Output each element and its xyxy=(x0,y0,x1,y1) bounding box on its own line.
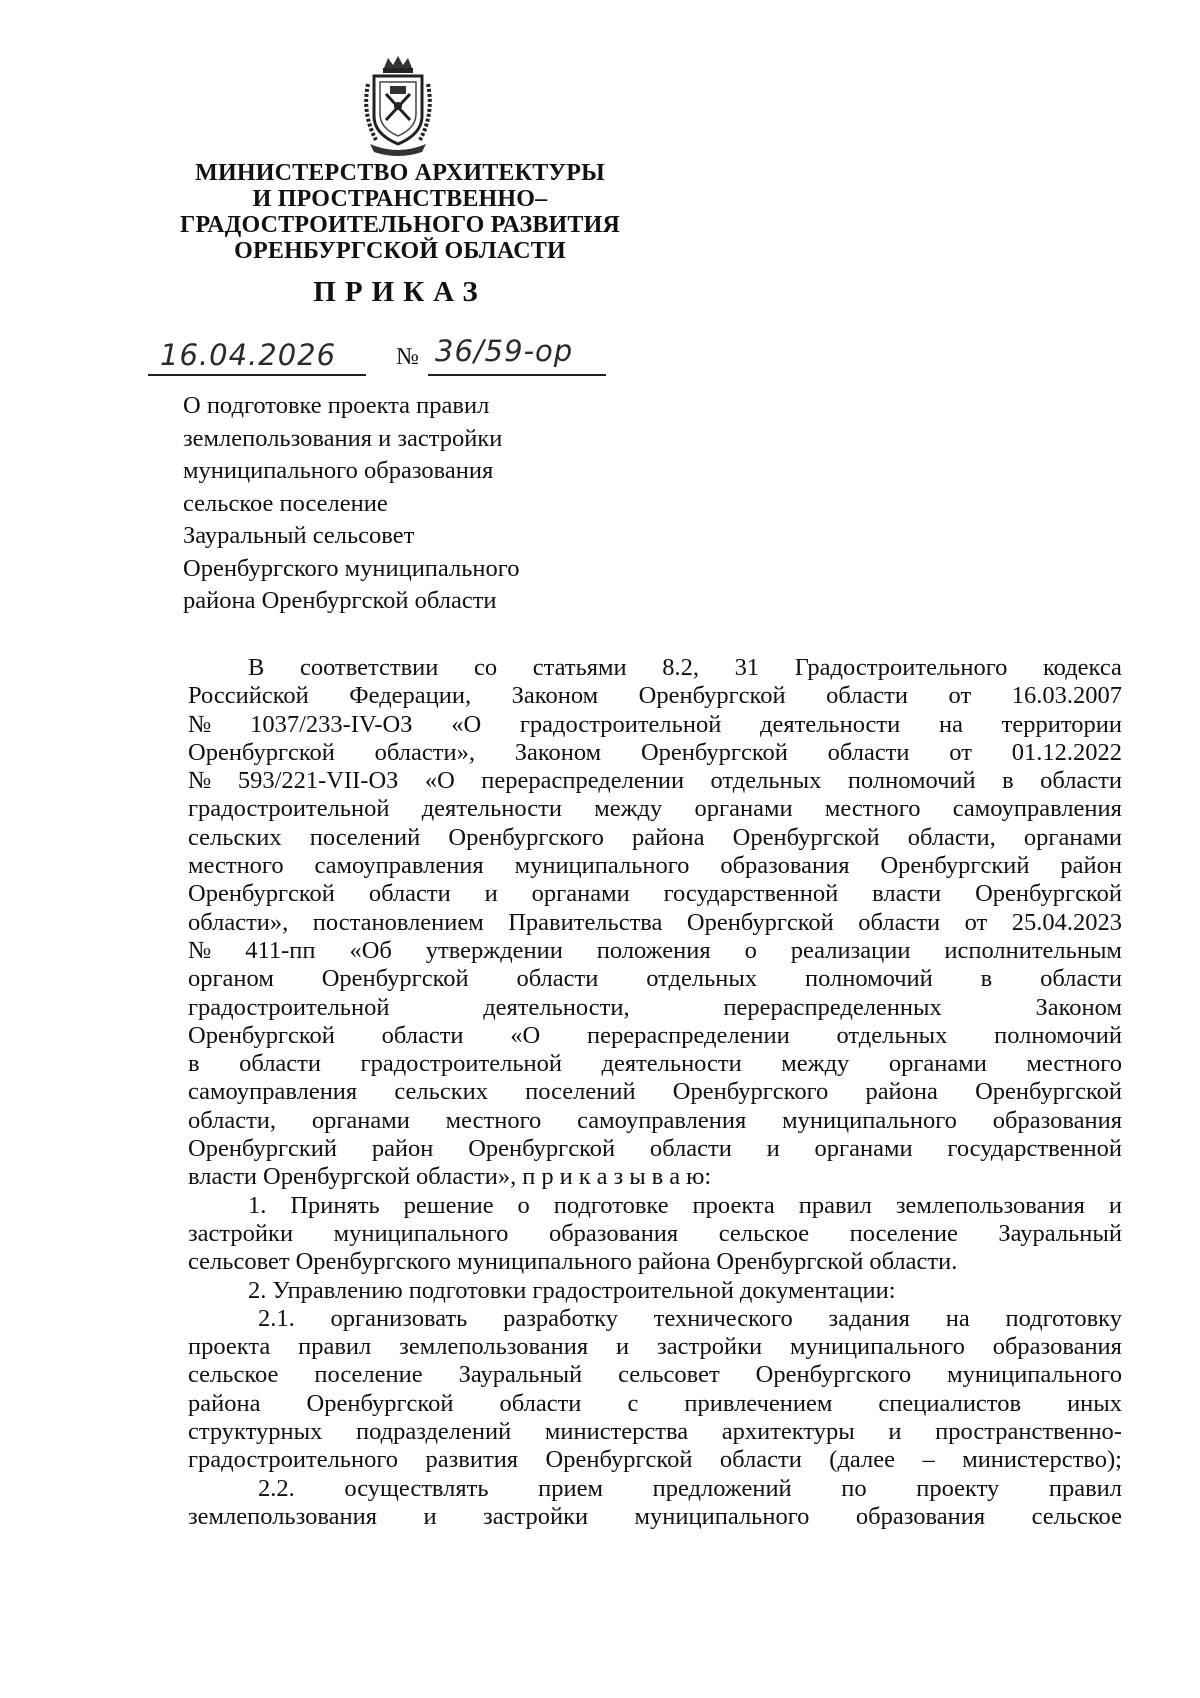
body-word: статьями xyxy=(532,654,627,681)
body-word: образования xyxy=(992,1106,1122,1134)
body-word: документации: xyxy=(739,1276,896,1304)
body-word: 16.03.2007 xyxy=(1011,682,1122,710)
body-word: перераспределенных xyxy=(723,993,942,1021)
body-word: 2.1. xyxy=(258,1304,295,1332)
body-line xyxy=(188,682,1122,710)
body-word: государственной xyxy=(947,1135,1122,1163)
body-word: землепользования xyxy=(895,1191,1085,1219)
body-word: сельских xyxy=(188,823,282,851)
body-word: местного xyxy=(188,852,284,880)
body-word: района xyxy=(865,1078,938,1106)
body-word: о xyxy=(517,1191,530,1219)
body-word: полномочий xyxy=(804,965,933,993)
body-word: а xyxy=(596,1163,608,1191)
body-line xyxy=(188,1277,1122,1305)
body-word: землепользования xyxy=(399,1333,589,1361)
subject-line: О подготовке проекта правил xyxy=(183,392,490,419)
body-word: положения xyxy=(596,936,711,964)
body-word: п xyxy=(522,1163,536,1191)
body-word: области xyxy=(368,880,451,908)
body-word: № xyxy=(188,936,212,964)
subject-line: муниципального образования xyxy=(183,457,494,484)
body-word: «О xyxy=(424,767,455,795)
body-word: иных xyxy=(1067,1389,1122,1417)
body-line xyxy=(188,937,1122,965)
body-word: Оренбургского xyxy=(295,1248,452,1276)
body-word: проекта xyxy=(692,1191,775,1219)
body-word: Оренбургской xyxy=(188,880,335,908)
body-word: прием xyxy=(538,1474,604,1502)
ministry-line: ГРАДОСТРОИТЕЛЬНОГО РАЗВИТИЯ xyxy=(179,212,621,238)
body-word: муниципального xyxy=(782,1106,957,1134)
body-word: градостроительной xyxy=(188,993,390,1021)
body-word: муниципального xyxy=(634,1502,810,1530)
body-word: самоуправления xyxy=(952,795,1122,823)
body-word: области, xyxy=(907,823,996,851)
number-sign: № xyxy=(396,344,419,370)
body-word: подготовку xyxy=(1005,1304,1122,1332)
body-word: района xyxy=(632,823,705,851)
body-word: в xyxy=(1002,767,1014,795)
body-line xyxy=(188,1163,1122,1191)
ministry-name xyxy=(150,160,650,264)
body-word: в xyxy=(980,965,993,993)
body-word: области xyxy=(499,1389,582,1417)
body-word: и xyxy=(484,880,498,908)
body-word: органом xyxy=(188,965,274,993)
body-word: муниципального xyxy=(333,1219,509,1247)
body-word: муниципального xyxy=(947,1361,1122,1389)
body-word: перераспределении xyxy=(481,767,685,795)
body-word: ю: xyxy=(686,1163,712,1191)
body-word: реализации xyxy=(790,936,911,964)
orenburg-coat-of-arms-icon xyxy=(356,54,440,158)
body-line xyxy=(188,1135,1122,1163)
body-word: области», xyxy=(374,738,475,766)
document-type-title: ПРИКАЗ xyxy=(313,276,487,308)
body-line xyxy=(188,1361,1122,1389)
body-word: между xyxy=(594,795,663,823)
body-line xyxy=(188,1107,1122,1135)
body-word: соответствии xyxy=(299,654,439,681)
body-word: отдельных xyxy=(836,1021,948,1049)
subject-line: сельское поселение xyxy=(183,489,388,517)
body-word: Оренбургской xyxy=(975,1078,1122,1106)
body-word: и xyxy=(559,1163,573,1191)
body-word: области xyxy=(239,1050,321,1078)
body-word: решение xyxy=(403,1191,494,1219)
body-word: Федерации, xyxy=(349,682,472,710)
body-word: Оренбургской xyxy=(545,1446,693,1474)
body-word: от xyxy=(949,738,972,766)
body-word: специалистов xyxy=(878,1389,1022,1417)
body-word: землепользования xyxy=(188,1502,377,1530)
body-word: Оренбургской xyxy=(638,682,786,710)
body-word: Оренбургской xyxy=(188,1021,335,1049)
body-word: самоуправления xyxy=(188,1078,358,1106)
body-word: о xyxy=(744,936,757,964)
body-line xyxy=(188,1248,1122,1276)
body-word: Правительства xyxy=(508,908,663,936)
body-word: области xyxy=(1040,965,1122,993)
body-word: местного xyxy=(445,1106,542,1134)
date-underline xyxy=(148,374,366,376)
body-line xyxy=(188,739,1122,767)
body-word: 8.2, xyxy=(662,654,700,681)
body-word: органами xyxy=(311,1106,410,1134)
body-word: «О xyxy=(510,1021,541,1049)
body-word: органами xyxy=(531,880,630,908)
body-word: постановлением xyxy=(312,908,484,936)
body-word: по xyxy=(841,1474,867,1502)
body-word: сельское xyxy=(718,1219,810,1247)
body-word: Оренбургского xyxy=(672,1078,829,1106)
body-word: в xyxy=(651,1163,664,1191)
body-line xyxy=(188,1475,1122,1503)
body-word: перераспределении xyxy=(586,1021,790,1049)
body-word: утверждении xyxy=(425,936,563,964)
body-word: градостроительной xyxy=(188,795,390,823)
body-word: структурных xyxy=(188,1418,323,1446)
body-word: власти xyxy=(188,1163,258,1191)
body-word: образования xyxy=(720,852,850,880)
body-word: государственной xyxy=(663,880,839,908)
body-word: градостроительной xyxy=(519,710,722,738)
body-word: и xyxy=(423,1502,437,1530)
body-word: области xyxy=(858,908,941,936)
body-word: Оренбургской xyxy=(263,1163,410,1191)
body-word: Градостроительного xyxy=(794,654,1008,681)
body-word: образования xyxy=(548,1219,679,1247)
body-word: предложений xyxy=(652,1474,792,1502)
body-word: и xyxy=(888,1418,902,1446)
body-line xyxy=(188,965,1122,993)
body-word: сельсовет xyxy=(188,1248,290,1276)
body-word: застройки xyxy=(657,1333,763,1361)
registration-line xyxy=(158,334,628,378)
body-word: области xyxy=(649,1135,732,1163)
body-word: территории xyxy=(1001,710,1122,738)
body-word: поселение xyxy=(849,1219,958,1247)
body-word: застройки xyxy=(483,1502,589,1530)
body-word: между xyxy=(781,1050,850,1078)
body-word: правил xyxy=(798,1191,872,1219)
body-word: области xyxy=(827,738,910,766)
body-line xyxy=(188,1078,1122,1106)
body-word: местного xyxy=(1026,1050,1122,1078)
body-word: деятельности xyxy=(421,795,562,823)
body-word: район xyxy=(371,1135,434,1163)
body-word: района xyxy=(637,1248,711,1276)
body-word: градостроительной xyxy=(532,1276,734,1304)
body-word: застройки xyxy=(188,1219,294,1247)
body-word: поселений xyxy=(525,1078,636,1106)
body-word: от xyxy=(964,908,988,936)
body-word: градостроительного xyxy=(188,1446,399,1474)
body-line xyxy=(188,824,1122,852)
subject-line: района Оренбургской области xyxy=(183,587,497,614)
body-word: области, xyxy=(188,1106,277,1134)
body-word: архитектуры xyxy=(721,1418,855,1446)
body-word: 593/221-VII-ОЗ xyxy=(237,767,399,795)
body-word: Оренбургской xyxy=(975,880,1122,908)
body-word: Оренбургской xyxy=(732,823,880,851)
body-word: с xyxy=(627,1389,639,1417)
body-word: области», xyxy=(415,1163,517,1191)
body-word: на xyxy=(938,710,963,738)
body-word: «Об xyxy=(349,936,392,964)
body-line xyxy=(188,852,1122,880)
body-line xyxy=(188,654,1122,682)
body-word: области. xyxy=(869,1248,958,1276)
body-word: Оренбургский xyxy=(880,852,1030,880)
subject-line: Оренбургского муниципального xyxy=(183,554,520,582)
body-word: 01.12.2022 xyxy=(1011,738,1122,766)
body-word: разработку xyxy=(503,1304,618,1332)
body-word: В xyxy=(248,654,265,681)
body-line xyxy=(188,1192,1122,1220)
body-line xyxy=(188,1050,1122,1078)
body-word: 2.2. xyxy=(258,1474,295,1502)
body-word: район xyxy=(1060,852,1122,880)
body-word: 1037/233-IV-ОЗ xyxy=(250,710,413,738)
body-line xyxy=(188,1333,1122,1361)
body-word: поселений xyxy=(309,823,421,851)
body-word: области xyxy=(826,682,908,710)
body-word: Зауральный xyxy=(458,1361,583,1389)
ministry-line: МИНИСТЕРСТВО АРХИТЕКТУРЫ xyxy=(195,160,605,186)
body-word: Принять xyxy=(290,1191,380,1219)
body-word: сельских xyxy=(394,1078,488,1106)
body-word: сельское xyxy=(188,1361,279,1389)
body-word: Оренбургской xyxy=(321,965,469,993)
body-word: от xyxy=(948,682,972,710)
body-line xyxy=(188,880,1122,908)
body-word: полномочий xyxy=(847,767,976,795)
body-word: самоуправления xyxy=(577,1106,747,1134)
body-word: министерства xyxy=(544,1418,689,1446)
body-word: кодекса xyxy=(1043,654,1122,681)
order-body-text xyxy=(188,654,1122,1531)
body-word: Оренбургской xyxy=(468,1135,616,1163)
body-word: к xyxy=(578,1163,591,1191)
body-word: органами xyxy=(694,795,793,823)
body-line xyxy=(188,909,1122,937)
body-word: поселение xyxy=(314,1361,423,1389)
body-word: сельсовет xyxy=(618,1361,720,1389)
body-word: Оренбургской xyxy=(686,908,834,936)
body-word: Оренбургский xyxy=(188,1135,338,1163)
body-word: деятельности, xyxy=(483,993,630,1021)
body-word: области xyxy=(516,965,599,993)
body-word: 1. xyxy=(248,1191,267,1219)
body-word: со xyxy=(474,654,498,681)
body-word: технического xyxy=(653,1304,793,1332)
body-word: образования xyxy=(992,1333,1122,1361)
ministry-line: И ПРОСТРАНСТВЕННО– xyxy=(252,186,548,212)
body-word: Законом xyxy=(511,682,599,710)
body-word: Оренбургского xyxy=(755,1361,912,1389)
body-word: 411-пп xyxy=(245,936,316,964)
body-word: Управлению xyxy=(272,1276,403,1304)
body-word: в xyxy=(188,1050,200,1078)
body-line xyxy=(188,1390,1122,1418)
body-word: правил xyxy=(1048,1474,1122,1502)
body-word: Оренбургской xyxy=(716,1248,864,1276)
handwritten-number: 36/59-ор xyxy=(435,334,574,368)
body-word: Российской xyxy=(188,682,309,710)
body-word: отдельных xyxy=(710,767,822,795)
body-word: Оренбургской xyxy=(188,738,335,766)
body-word: ы xyxy=(629,1163,646,1191)
body-word: пространственно- xyxy=(935,1418,1122,1446)
body-word: подготовки xyxy=(408,1276,527,1304)
body-word: Оренбургской xyxy=(640,738,788,766)
body-line xyxy=(188,1220,1122,1248)
body-word: Законом xyxy=(1035,993,1122,1021)
body-word: привлечением xyxy=(684,1389,833,1417)
body-word: 25.04.2023 xyxy=(1011,908,1122,936)
body-word: власти xyxy=(872,880,942,908)
body-word: органами xyxy=(814,1135,913,1163)
body-word: муниципального xyxy=(789,1333,965,1361)
body-word: 31 xyxy=(734,654,760,681)
body-word: деятельности xyxy=(601,1050,742,1078)
order-subject xyxy=(183,390,623,618)
body-word: градостроительной xyxy=(360,1050,562,1078)
body-word: з xyxy=(613,1163,624,1191)
body-word: Оренбургской xyxy=(306,1389,454,1417)
body-word: правил xyxy=(298,1333,372,1361)
body-word: подготовке xyxy=(553,1191,669,1219)
body-word: задания xyxy=(828,1304,910,1332)
body-word: осуществлять xyxy=(344,1474,489,1502)
body-word: № xyxy=(188,710,212,738)
body-word: местного xyxy=(824,795,921,823)
body-word: области», xyxy=(188,908,289,936)
body-word: муниципального xyxy=(457,1248,632,1276)
subject-line: землепользования и застройки xyxy=(183,424,503,452)
body-word: района xyxy=(188,1389,261,1417)
body-word: муниципального xyxy=(514,852,690,880)
number-underline xyxy=(428,374,606,376)
body-word: «О xyxy=(451,710,482,738)
body-word: органами xyxy=(888,1050,987,1078)
body-word: развития xyxy=(425,1446,519,1474)
body-word: проекта xyxy=(188,1333,271,1361)
body-line xyxy=(188,1446,1122,1474)
body-word: и xyxy=(616,1333,630,1361)
body-word: подразделений xyxy=(355,1418,512,1446)
body-word: проекту xyxy=(916,1474,1000,1502)
body-word: организовать xyxy=(330,1304,468,1332)
body-line xyxy=(188,767,1122,795)
body-word: деятельности xyxy=(760,710,901,738)
body-word: самоуправления xyxy=(314,852,484,880)
body-word: на xyxy=(945,1304,970,1332)
subject-line: Зауральный сельсовет xyxy=(183,522,415,549)
body-word: области xyxy=(719,1446,802,1474)
body-word: органами xyxy=(1023,823,1122,851)
body-line xyxy=(188,1503,1122,1531)
body-word: – xyxy=(922,1446,935,1474)
body-word: Законом xyxy=(514,738,602,766)
body-word: № xyxy=(188,767,212,795)
body-word: министерство); xyxy=(962,1446,1122,1474)
body-word: 2. xyxy=(248,1276,267,1304)
body-word: Оренбургского xyxy=(448,823,604,851)
body-line xyxy=(188,1305,1122,1333)
body-word: Зауральный xyxy=(998,1219,1122,1247)
body-line xyxy=(188,711,1122,739)
body-line xyxy=(188,1022,1122,1050)
handwritten-date: 16.04.2026 xyxy=(160,338,337,372)
body-word: области xyxy=(1040,767,1122,795)
body-word: образования xyxy=(855,1502,986,1530)
body-word: исполнительным xyxy=(944,936,1122,964)
body-word: полномочий xyxy=(994,1021,1122,1049)
body-word: и xyxy=(1108,1191,1122,1219)
body-word: р xyxy=(541,1163,554,1191)
body-word: (далее xyxy=(829,1446,895,1474)
body-word: сельское xyxy=(1031,1502,1122,1530)
ministry-line: ОРЕНБУРГСКОЙ ОБЛАСТИ xyxy=(234,238,566,264)
body-word: и xyxy=(766,1135,780,1163)
body-line xyxy=(188,1418,1122,1446)
body-line xyxy=(188,795,1122,823)
body-word: области xyxy=(381,1021,464,1049)
body-word: отдельных xyxy=(646,965,758,993)
body-word: а xyxy=(669,1163,681,1191)
body-line xyxy=(188,994,1122,1022)
